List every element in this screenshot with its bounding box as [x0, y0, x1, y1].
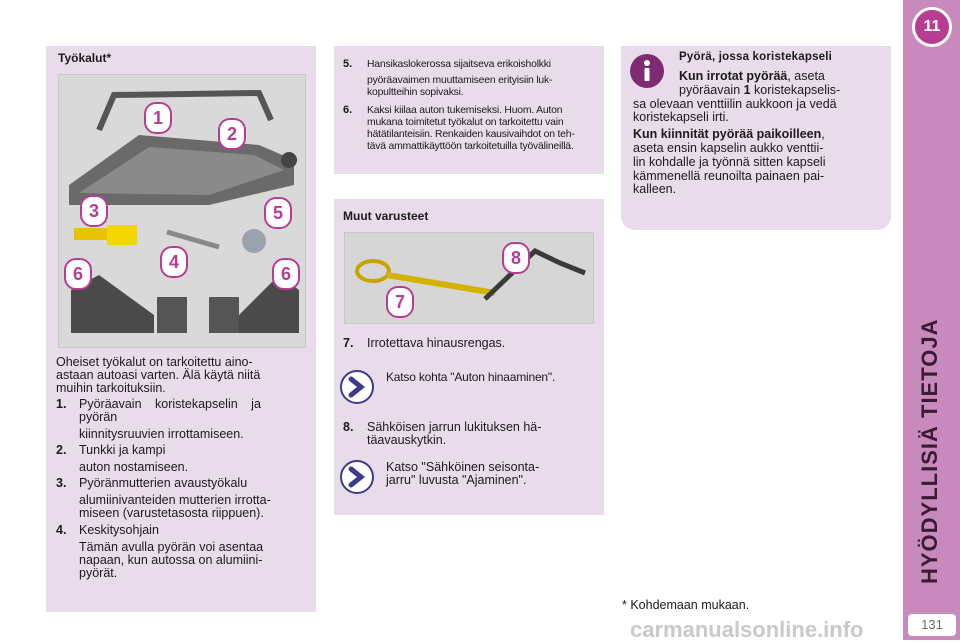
item-7-number: 7. [343, 336, 354, 350]
wheel-trim-p2-line-3: lin kohdalle ja työnnä sitten kapseli [633, 155, 826, 169]
intro-line-2: astaan autoasi varten. Älä käytä niitä [56, 368, 261, 382]
badge-6-left: 6 [64, 258, 92, 290]
wheel-trim-p2-line-4: kämmenellä reunoilta painaen pai- [633, 169, 825, 183]
item-8-line-1: Sähköisen jarrun lukituksen hä- [367, 420, 542, 434]
wheel-trim-p2-line-1 [633, 127, 825, 141]
item-1-number: 1. [56, 397, 67, 411]
item-3-line-1: Pyöränmutterien avaustyökalu [79, 476, 248, 490]
item-6-number: 6. [343, 104, 353, 116]
item-8-line-2: täavauskytkin. [367, 433, 447, 447]
see-also-text-2-line-1: Katso "Sähköinen seisonta- [386, 460, 540, 474]
item-6-line-2: mukana toimitetut työkalut on tarkoitettu vain [367, 117, 564, 128]
tools-title: Työkalut* [58, 51, 112, 65]
wheel-trim-p1-line-4: koristekapseli irti. [633, 110, 729, 124]
chapter-vertical-title: HYÖDYLLISIÄ TIETOJA [917, 318, 942, 584]
wheel-trim-p1-line-1 [679, 69, 825, 83]
badge-2: 2 [218, 118, 246, 150]
item-6-line-4: tävä ammattikäyttöön tarkoitetuilla työvälineillä. [367, 141, 574, 152]
see-also-arrow-icon-2 [340, 460, 374, 494]
see-also-text-1: Katso kohta "Auton hinaaminen". [386, 370, 556, 384]
item-3-number: 3. [56, 476, 67, 490]
info-icon [630, 54, 664, 88]
intro-line-1: Oheiset työkalut on tarkoitettu aino- [56, 355, 253, 369]
item-2-line-1: Tunkki ja kampi [79, 443, 166, 457]
remove-wheel-rest: , aseta [787, 69, 825, 83]
item-2-line-2: auton nostamiseen. [79, 460, 189, 474]
p1-line-2-ref: 1 [743, 83, 751, 97]
item-4-line-4: pyörät. [79, 566, 118, 580]
other-equipment-title: Muut varusteet [343, 209, 429, 223]
intro-line-3: muihin tarkoituksiin. [56, 381, 166, 395]
wheel-trim-p1-line-2 [679, 83, 840, 97]
item-1-line-1: Pyöräavain koristekapselin ja [79, 397, 261, 411]
item-4-line-2: Tämän avulla pyörän voi asentaa [79, 540, 264, 554]
item-1-line-3: kiinnitysruuvien irrottamiseen. [79, 427, 244, 441]
badge-4: 4 [160, 246, 188, 278]
badge-7: 7 [386, 286, 414, 318]
equipment-photo [344, 232, 594, 324]
item-4-line-3: napaan, kun autossa on alumiini- [79, 553, 263, 567]
remove-wheel-label: Kun irrotat pyörää [679, 69, 788, 83]
watermark: carmanualsonline.info [630, 617, 864, 642]
p1-line-2-end: koristekapselis- [750, 83, 841, 97]
item-3-line-2: alumiinivanteiden mutterien irrotta- [79, 493, 271, 507]
item-2-number: 2. [56, 443, 67, 457]
wheel-trim-title: Pyörä, jossa koristekapseli [679, 51, 833, 63]
item-5-line-1: Hansikaslokerossa sijaitseva erikoisholkki [367, 59, 551, 70]
badge-6-right: 6 [272, 258, 300, 290]
item-5-number: 5. [343, 58, 353, 70]
wheel-trim-p2-line-2: aseta ensin kapselin aukko venttii- [633, 141, 824, 155]
see-also-arrow-icon-1 [340, 370, 374, 404]
chapter-number-badge: 11 [912, 7, 952, 47]
item-5-line-3: kopultteihin sopivaksi. [367, 87, 464, 98]
item-4-line-1: Keskitysohjain [79, 523, 159, 537]
see-also-text-2-line-2: jarru" luvusta "Ajaminen". [386, 473, 527, 487]
badge-3: 3 [80, 195, 108, 227]
badge-8: 8 [502, 242, 530, 274]
item-4-number: 4. [56, 523, 67, 537]
item-1-line-2: pyörän [79, 410, 118, 424]
equipment-illustration [345, 233, 593, 323]
page-number: 131 [908, 614, 956, 636]
p1-line-2-start: pyöräavain [679, 83, 744, 97]
item-5-line-2: pyöräavaimen muuttamiseen erityisiin luk- [367, 75, 553, 86]
footnote: * Kohdemaan mukaan. [622, 598, 750, 612]
wheel-trim-p2-line-5: kalleen. [633, 182, 677, 196]
badge-5: 5 [264, 197, 292, 229]
item-6-line-1: Kaksi kiilaa auton tukemiseksi. Huom. Auton [367, 105, 563, 116]
badge-1: 1 [144, 102, 172, 134]
wheel-trim-p1-line-3: sa olevaan venttiilin aukkoon ja vedä [633, 97, 837, 111]
item-7-text: Irrotettava hinausrengas. [367, 336, 506, 350]
item-6-line-3: hätätilanteisiin. Renkaiden kausivaihdot on teh- [367, 129, 575, 140]
item-8-number: 8. [343, 420, 354, 434]
refit-wheel-rest: , [821, 127, 825, 141]
item-3-line-3: miseen (varustetasosta riippuen). [79, 506, 264, 520]
refit-wheel-label: Kun kiinnität pyörää paikoilleen [633, 127, 822, 141]
